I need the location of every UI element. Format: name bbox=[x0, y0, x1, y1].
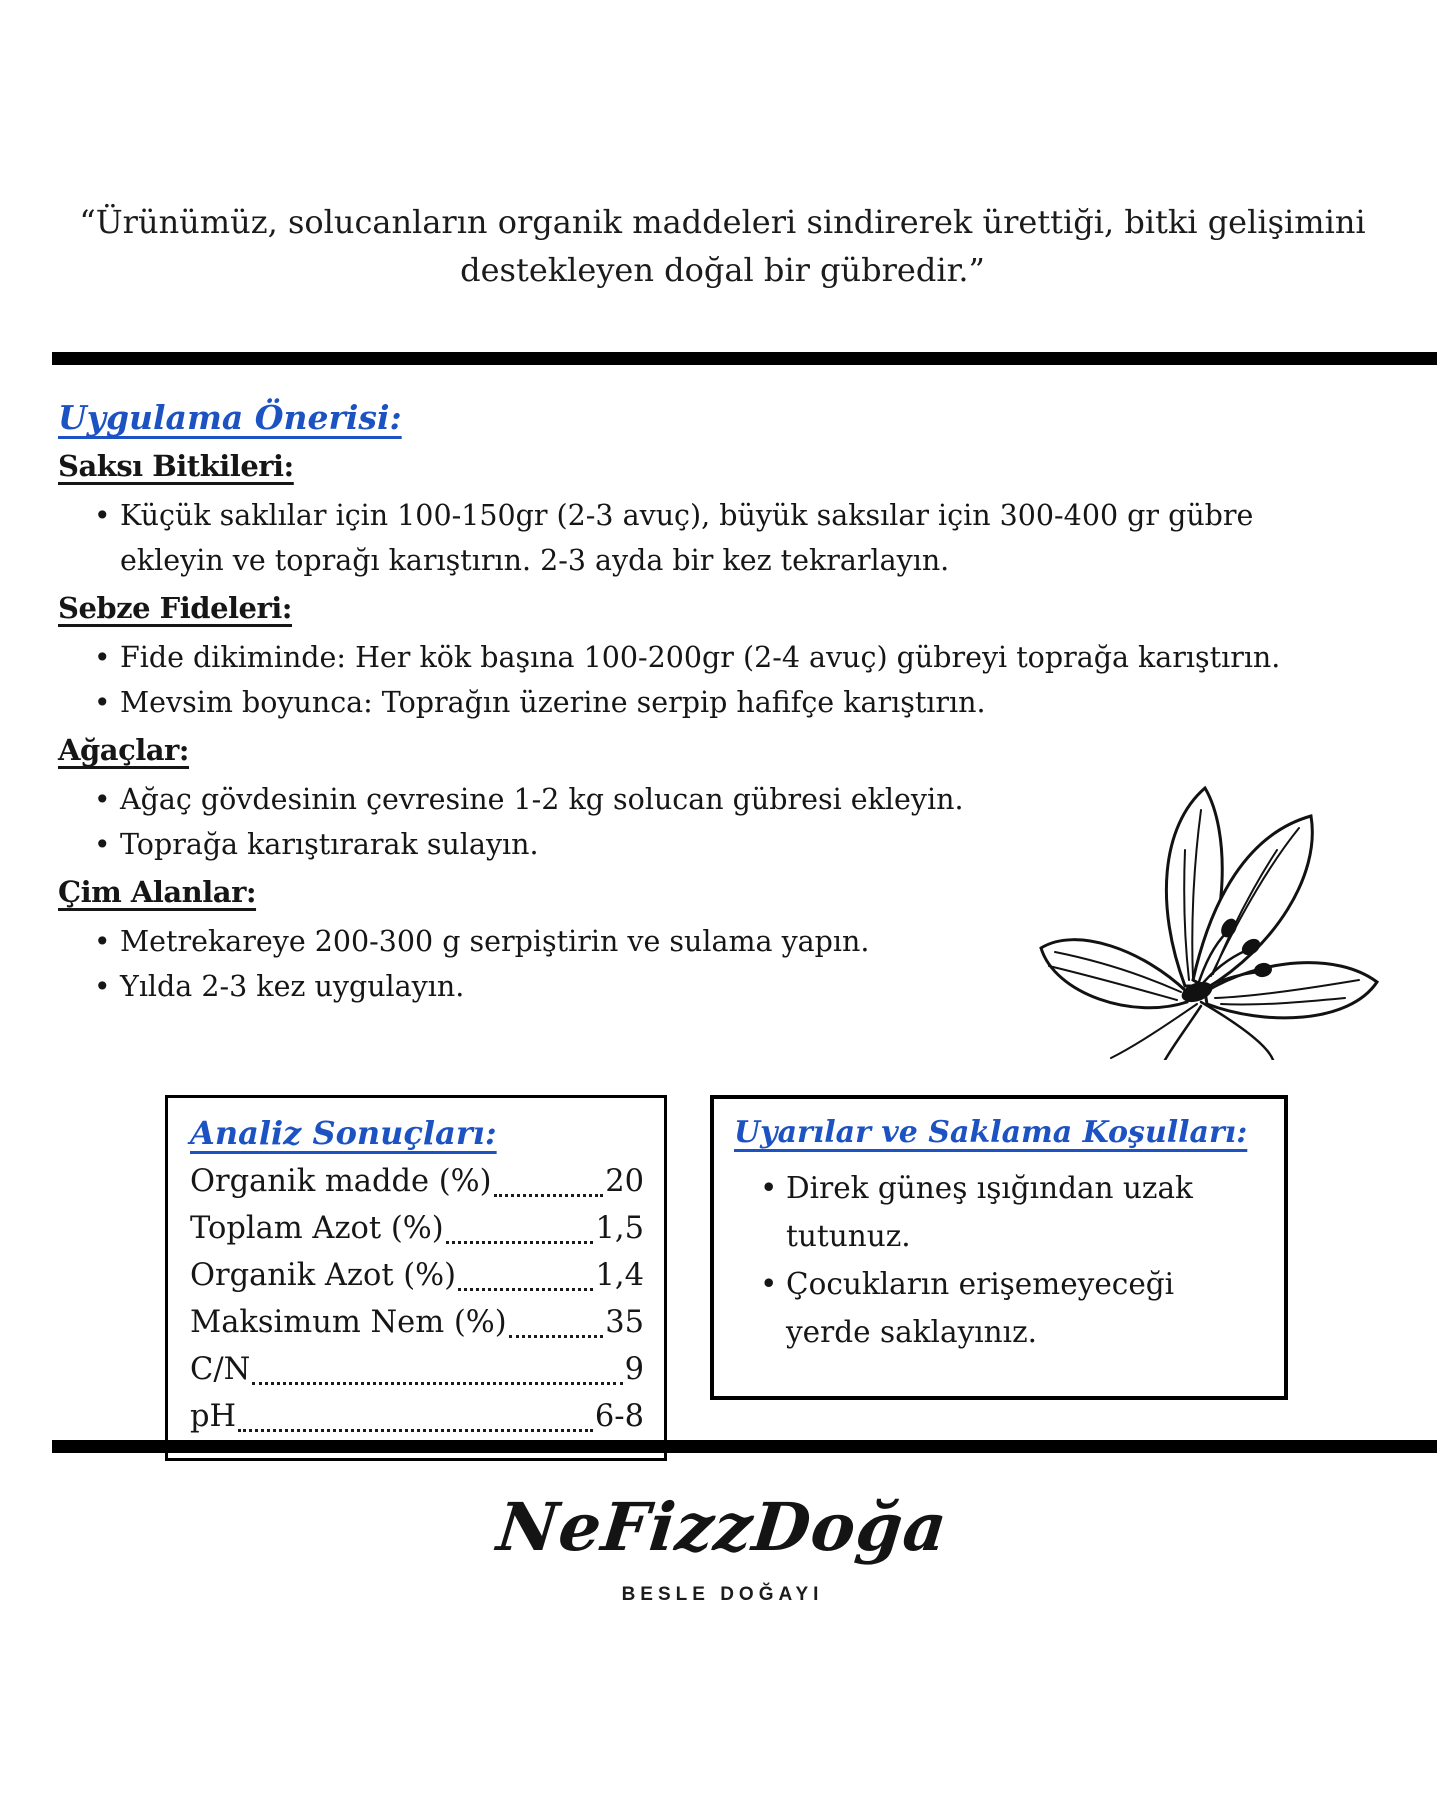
bottom-divider bbox=[52, 1440, 1437, 1453]
bullet-list bbox=[58, 635, 1398, 725]
analysis-row bbox=[190, 1299, 644, 1346]
warning-text: Çocukların erişemeyeceği yerde saklayınız. bbox=[786, 1267, 1175, 1349]
section-title-agaclar: Ağaçlar: bbox=[58, 733, 190, 767]
dot-leader bbox=[446, 1241, 594, 1244]
list-item bbox=[58, 680, 1358, 725]
dot-leader bbox=[494, 1194, 604, 1197]
product-quote: “Ürünümüz, solucanların organik maddeleri sindirerek ürettiği, bitki gelişimini destekleyen doğal bir gübredir.” bbox=[79, 203, 1366, 289]
application-heading: Uygulama Önerisi: bbox=[58, 398, 402, 437]
analysis-label: Maksimum Nem (%) bbox=[190, 1305, 507, 1340]
analysis-row bbox=[190, 1205, 644, 1252]
analysis-value: 1,4 bbox=[595, 1258, 644, 1293]
info-boxes bbox=[165, 1095, 1288, 1461]
warnings-list bbox=[734, 1164, 1266, 1356]
bullet-text: Mevsim boyunca: Toprağın üzerine serpip hafifçe karıştırın. bbox=[120, 686, 986, 719]
analysis-value: 35 bbox=[605, 1305, 644, 1340]
top-divider bbox=[52, 352, 1437, 365]
section-title-saksi-bitkileri: Saksı Bitkileri: bbox=[58, 449, 294, 483]
list-item bbox=[58, 964, 1358, 1009]
analysis-value: 1,5 bbox=[595, 1211, 644, 1246]
analysis-label: pH bbox=[190, 1399, 237, 1434]
analysis-label: Organik madde (%) bbox=[190, 1164, 492, 1199]
analysis-box bbox=[165, 1095, 667, 1461]
analysis-value: 20 bbox=[605, 1164, 644, 1199]
bullet-text: Metrekareye 200-300 g serpiştirin ve sulama yapın. bbox=[120, 925, 870, 958]
dot-leader bbox=[509, 1335, 604, 1338]
application-section bbox=[58, 398, 1398, 1015]
analysis-row bbox=[190, 1158, 644, 1205]
analysis-value: 6-8 bbox=[594, 1399, 644, 1434]
brand-logo: NeFizzDoğa bbox=[493, 1488, 952, 1566]
section-title-cim-alanlar: Çim Alanlar: bbox=[58, 875, 257, 909]
list-item bbox=[58, 777, 1358, 822]
bullet-text: Fide dikiminde: Her kök başına 100-200gr (2-4 avuç) gübreyi toprağa karıştırın. bbox=[120, 641, 1281, 674]
list-item bbox=[58, 493, 1358, 583]
list-item bbox=[58, 635, 1358, 680]
analysis-label: C/N bbox=[190, 1352, 251, 1387]
dot-leader bbox=[458, 1288, 593, 1291]
brand-footer bbox=[0, 1488, 1445, 1606]
brand-tagline: BESLE DOĞAYI bbox=[621, 1584, 824, 1605]
analysis-label: Organik Azot (%) bbox=[190, 1258, 457, 1293]
dot-leader bbox=[252, 1382, 622, 1385]
bullet-list bbox=[58, 919, 1398, 1009]
bullet-list bbox=[58, 493, 1398, 583]
bullet-text: Ağaç gövdesinin çevresine 1-2 kg solucan gübresi ekleyin. bbox=[120, 783, 964, 816]
bullet-text: Yılda 2-3 kez uygulayın. bbox=[120, 970, 465, 1003]
warning-text: Direk güneş ışığından uzak tutunuz. bbox=[786, 1171, 1193, 1253]
list-item bbox=[734, 1260, 1266, 1356]
warnings-box bbox=[710, 1095, 1288, 1400]
section-title-sebze-fideleri: Sebze Fideleri: bbox=[58, 591, 292, 625]
analysis-value: 9 bbox=[624, 1352, 644, 1387]
bullet-list bbox=[58, 777, 1398, 867]
analysis-label: Toplam Azot (%) bbox=[190, 1211, 444, 1246]
analysis-row bbox=[190, 1393, 644, 1440]
list-item bbox=[734, 1164, 1266, 1260]
bullet-text: Toprağa karıştırarak sulayın. bbox=[120, 828, 539, 861]
list-item bbox=[58, 822, 1358, 867]
warnings-title: Uyarılar ve Saklama Koşulları: bbox=[734, 1115, 1248, 1150]
analysis-title: Analiz Sonuçları: bbox=[190, 1114, 497, 1152]
list-item bbox=[58, 919, 1358, 964]
bullet-text: Küçük saklılar için 100-150gr (2-3 avuç), büyük saksılar için 300-400 gr gübre ekleyin ve toprağı karıştırın. 2-3 ayda bir kez tekrarlayın. bbox=[120, 499, 1254, 577]
analysis-row bbox=[190, 1346, 644, 1393]
analysis-row bbox=[190, 1252, 644, 1299]
dot-leader bbox=[238, 1429, 593, 1432]
